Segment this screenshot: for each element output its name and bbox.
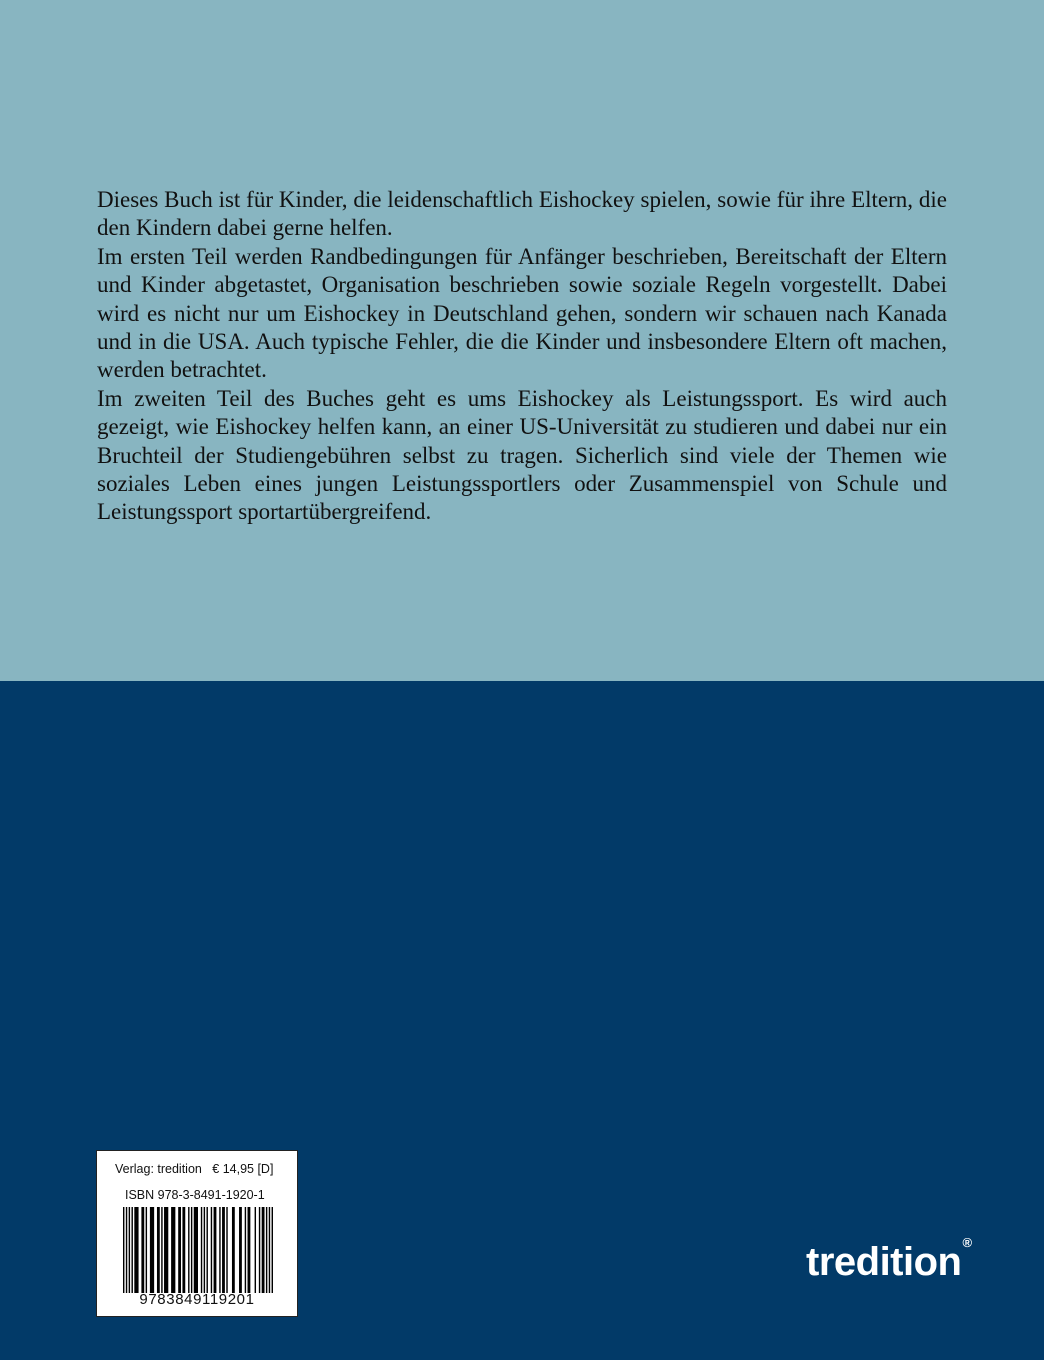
- barcode-bar: [211, 1207, 212, 1293]
- barcode-bar: [157, 1207, 160, 1293]
- publisher-price-line: Verlag: tredition € 14,95 [D]: [115, 1162, 274, 1176]
- barcode-bar: [161, 1207, 162, 1293]
- blurb-paragraph-1: Dieses Buch ist für Kinder, die leidenschaftlich Eishockey spielen, sowie für ihre Eltern, die den Kindern dabei gerne helfen.: [97, 187, 947, 241]
- barcode-bar: [201, 1207, 202, 1293]
- logo-text: tredition: [806, 1240, 962, 1284]
- barcode-bar: [269, 1207, 270, 1293]
- barcode-bar: [194, 1207, 198, 1293]
- barcode-bar: [146, 1207, 147, 1293]
- barcode-bar: [266, 1207, 267, 1293]
- barcode-bar: [214, 1207, 217, 1293]
- barcode-bar: [182, 1207, 185, 1293]
- barcode-bar: [259, 1207, 260, 1293]
- barcode-bar: [141, 1207, 144, 1293]
- barcode-bar: [164, 1207, 168, 1293]
- blurb-paragraph-3: Im zweiten Teil des Buches geht es ums Eishockey als Leistungssport. Es wird auch gezeigt, wie Eishockey helfen kann, an einer US-Universität zu studieren und dabei nur ein Bruchteil der Studiengebühren selbst zu tragen. Sicherlich sind viele der Themen wie soziales Leben eines jungen Leistungssportlers oder Zusammenspiel von Schule und Leistungssport sportartübergreifend.: [97, 385, 947, 525]
- barcode-bar: [171, 1207, 175, 1293]
- barcode-bar: [123, 1207, 124, 1293]
- barcode-bar: [239, 1207, 242, 1293]
- barcode-bar: [126, 1207, 127, 1293]
- barcode-bar: [272, 1207, 273, 1293]
- barcode-bar: [255, 1207, 256, 1293]
- blurb-paragraph-2: Im ersten Teil werden Randbedingungen für Anfänger beschrieben, Bereitschaft der Eltern und Kinder abgetastet, Organisation beschrieben sowie soziale Regeln vorgestellt. Dabei wird es nicht nur um Eishockey in Deutschland gehen, sondern wir schauen nach Kanada und in die USA. Auch typische Fehler, die die Kinder und insbesondere Eltern oft machen, werden betrachtet.: [97, 243, 947, 383]
- barcode-bar: [178, 1207, 181, 1293]
- barcode-bar: [219, 1207, 220, 1293]
- barcode-bar: [131, 1207, 132, 1293]
- barcode-bar: [206, 1207, 207, 1293]
- registered-mark: ®: [962, 1234, 972, 1250]
- barcode-icon: [123, 1207, 273, 1293]
- barcode-bar: [226, 1207, 227, 1293]
- barcode-bar: [262, 1207, 265, 1293]
- barcode-bar: [232, 1207, 235, 1293]
- barcode-bar: [191, 1207, 192, 1293]
- barcode-bar: [150, 1207, 154, 1293]
- barcode-bar: [222, 1207, 225, 1293]
- isbn-number: ISBN 978-3-8491-1920-1: [125, 1188, 265, 1202]
- isbn-barcode-box: [96, 1150, 298, 1317]
- barcode-digits: 9783849119201: [139, 1291, 255, 1308]
- barcode-bar: [129, 1207, 130, 1293]
- barcode-bar: [134, 1207, 138, 1293]
- barcode-bar: [204, 1207, 205, 1293]
- barcode-bar: [248, 1207, 251, 1293]
- tredition-logo: [806, 1234, 972, 1285]
- back-cover-blurb: [97, 186, 947, 527]
- barcode-bar: [245, 1207, 246, 1293]
- barcode-bar: [188, 1207, 189, 1293]
